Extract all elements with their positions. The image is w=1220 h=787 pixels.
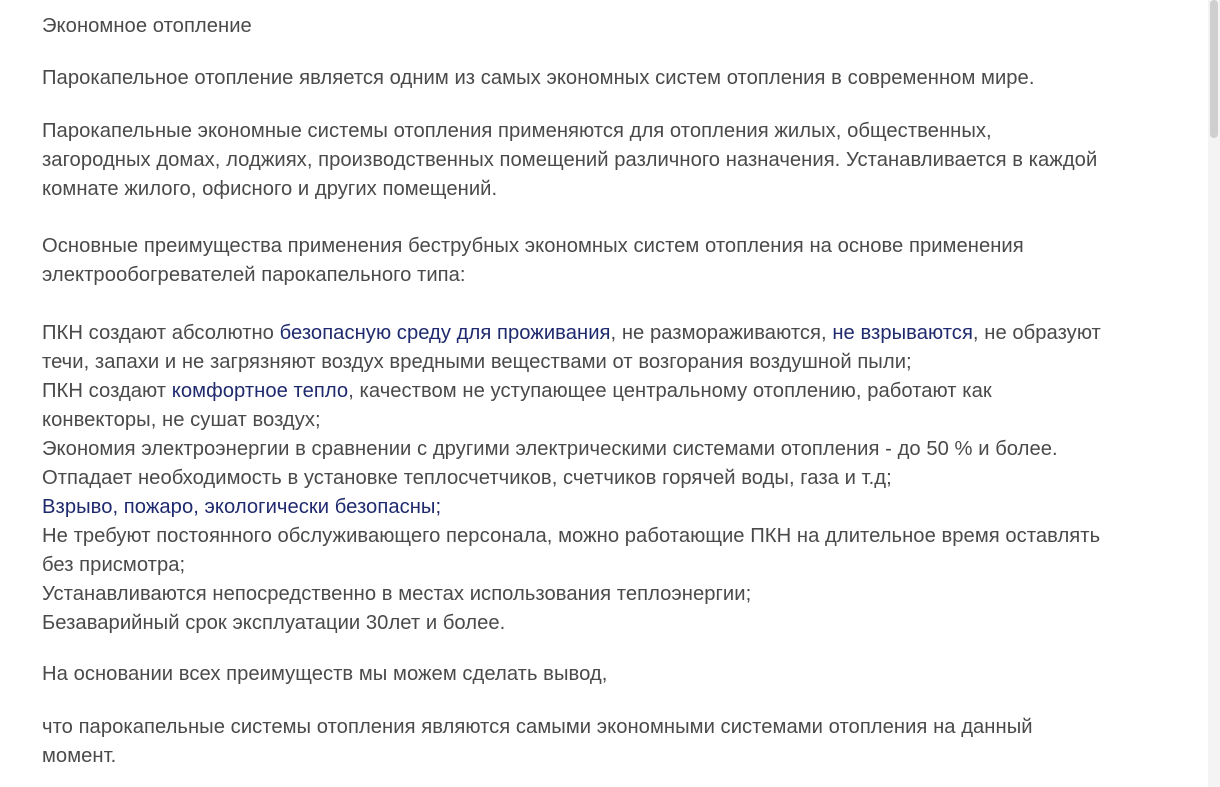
vertical-scrollbar[interactable] xyxy=(1208,0,1220,787)
comfortable-heat-link[interactable]: комфортное тепло xyxy=(171,380,349,402)
list-item-continuation: конвекторы, не сушат воздух; xyxy=(42,409,321,431)
list-item: Отпадает необходимость в установке теплосчетчиков, счетчиков горячей воды, газа и т.д; xyxy=(42,467,892,489)
list-item: Устанавливаются непосредственно в местах использования теплоэнергии; xyxy=(42,583,752,605)
safe-environment-link[interactable]: безопасную среду для проживания xyxy=(279,322,611,344)
list-item: Не требуют постоянного обслуживающего персонала, можно работающие ПКН на длительное время оставлять xyxy=(42,525,1101,547)
list-item-continuation: без присмотра; xyxy=(42,554,186,576)
usage-paragraph: Парокапельные экономные системы отопления применяются для отопления жилых, общественных, загородных домах, лоджиях, производственных помещений различного назначения. Устанавливается в каждой комнате жилого, офисного и других помещений. xyxy=(42,120,1098,200)
no-explosion-link[interactable]: не взрываются xyxy=(832,322,973,344)
list-item: ПКН создают абсолютно безопасную среду для проживания, не размораживаются, не взрываются, не образуют xyxy=(42,322,1101,344)
list-item: ПКН создают комфортное тепло, качеством не уступающее центральному отоплению, работают как xyxy=(42,380,992,402)
scrollbar-thumb[interactable] xyxy=(1210,0,1218,138)
safety-link[interactable]: Взрыво, пожаро, экологически безопасны; xyxy=(42,496,442,518)
advantages-list xyxy=(42,319,1182,638)
conclusion-lead: На основании всех преимуществ мы можем сделать вывод, xyxy=(42,663,608,685)
conclusion-paragraph: что парокапельные системы отопления являются самыми экономными системами отопления на данный момент. xyxy=(42,716,1033,767)
page-title: Экономное отопление xyxy=(42,15,252,37)
list-item-continuation: течи, запахи и не загрязняют воздух вредными веществами от возгорания воздушной пыли; xyxy=(42,351,912,373)
list-item: Экономия электроэнергии в сравнении с другими электрическими системами отопления - до 50 % и более. xyxy=(42,438,1058,460)
advantages-intro: Основные преимущества применения беструбных экономных систем отопления на основе применения электрообогревателей парокапельного типа: xyxy=(42,235,1024,286)
list-item: Безаварийный срок эксплуатации 30лет и более. xyxy=(42,612,506,634)
intro-paragraph: Парокапельное отопление является одним из самых экономных систем отопления в современном мире. xyxy=(42,67,1035,89)
list-item xyxy=(42,493,1182,522)
